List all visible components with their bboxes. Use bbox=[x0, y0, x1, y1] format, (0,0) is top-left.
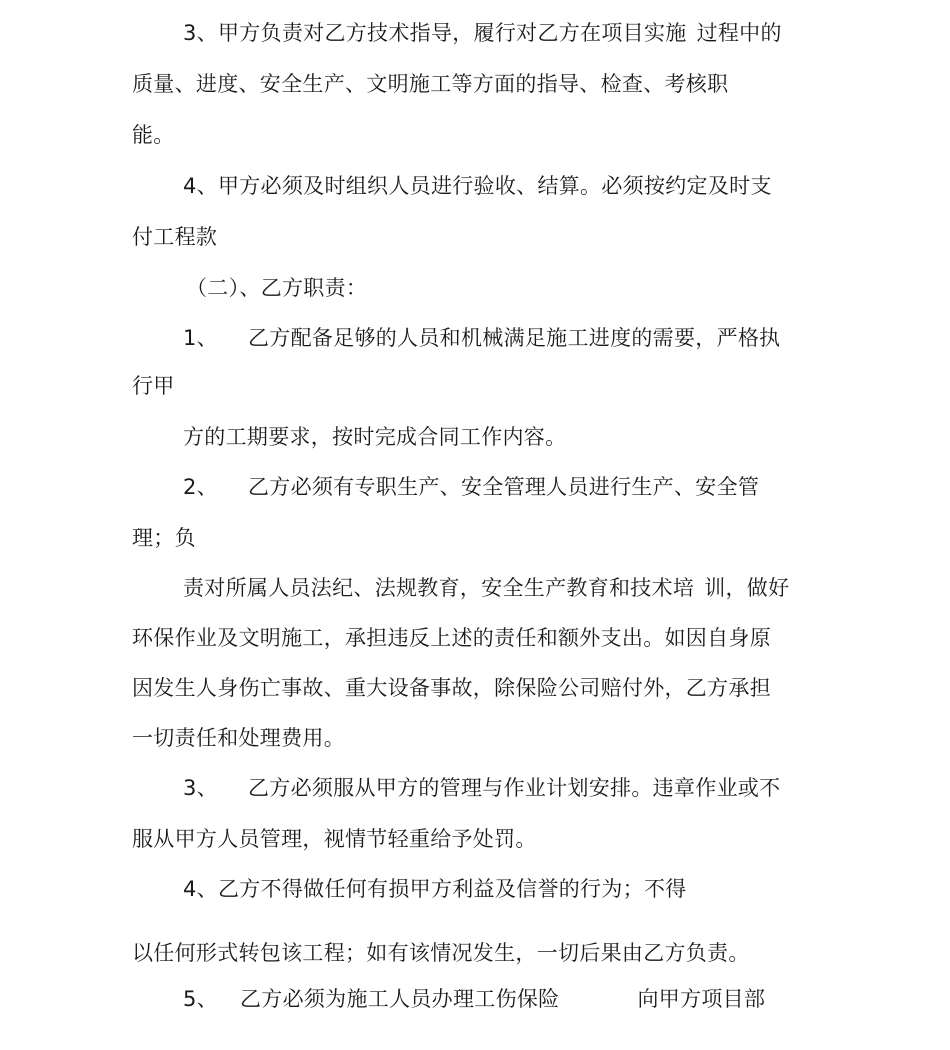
paragraph-line: 方的工期要求，按时完成合同工作内容。 bbox=[183, 425, 567, 449]
text-segment: 训，做好 bbox=[704, 576, 790, 600]
paragraph-line: 环保作业及文明施工，承担违反上述的责任和额外支出。如因自身原 bbox=[132, 626, 771, 650]
paragraph-line: 能。 bbox=[132, 123, 175, 147]
paragraph-line bbox=[183, 20, 782, 46]
paragraph-line bbox=[183, 474, 759, 500]
paragraph-line: 4、甲方必须及时组织人员进行验收、结算。必须按约定及时支 bbox=[183, 174, 772, 198]
paragraph-line: 行甲 bbox=[132, 374, 175, 398]
item-number: 5、 bbox=[183, 987, 218, 1011]
text-segment: 过程中的 bbox=[696, 21, 782, 45]
paragraph-line bbox=[183, 575, 789, 601]
paragraph-line: 服从甲方人员管理，视情节轻重给予处罚。 bbox=[132, 827, 537, 851]
paragraph-line: 一切责任和处理费用。 bbox=[132, 726, 345, 750]
item-number: 1、 bbox=[183, 326, 218, 350]
paragraph-line bbox=[183, 775, 780, 801]
item-number: 3、 bbox=[183, 776, 218, 800]
text-segment: 乙方配备足够的人员和机械满足施工进度的需要，严格执 bbox=[247, 326, 781, 350]
paragraph-line: 付工程款 bbox=[132, 225, 218, 249]
text-segment: 向甲方项目部 bbox=[637, 987, 766, 1011]
text-segment: 乙方必须有专职生产、安全管理人员进行生产、安全管 bbox=[247, 475, 760, 499]
text-segment: 乙方必须为施工人员办理工伤保险 bbox=[239, 987, 560, 1011]
paragraph-line: 4、乙方不得做任何有损甲方利益及信誉的行为；不得 bbox=[183, 877, 687, 901]
text-segment: 3、甲方负责对乙方技术指导，履行对乙方在项目实施 bbox=[183, 21, 687, 45]
section-heading: （二）、乙方职责： bbox=[186, 276, 368, 300]
item-number: 2、 bbox=[183, 475, 218, 499]
paragraph-line bbox=[183, 986, 765, 1012]
paragraph-line: 因发生人身伤亡事故、重大设备事故，除保险公司赔付外，乙方承担 bbox=[132, 676, 771, 700]
text-segment: 责对所属人员法纪、法规教育，安全生产教育和技术培 bbox=[183, 576, 695, 600]
paragraph-line: 以任何形式转包该工程；如有该情况发生，一切后果由乙方负责。 bbox=[132, 941, 750, 965]
paragraph-line: 质量、进度、安全生产、文明施工等方面的指导、检查、考核职 bbox=[132, 72, 729, 96]
paragraph-line bbox=[183, 325, 780, 351]
text-segment: 乙方必须服从甲方的管理与作业计划安排。违章作业或不 bbox=[247, 776, 781, 800]
paragraph-line: 理；负 bbox=[132, 526, 196, 550]
